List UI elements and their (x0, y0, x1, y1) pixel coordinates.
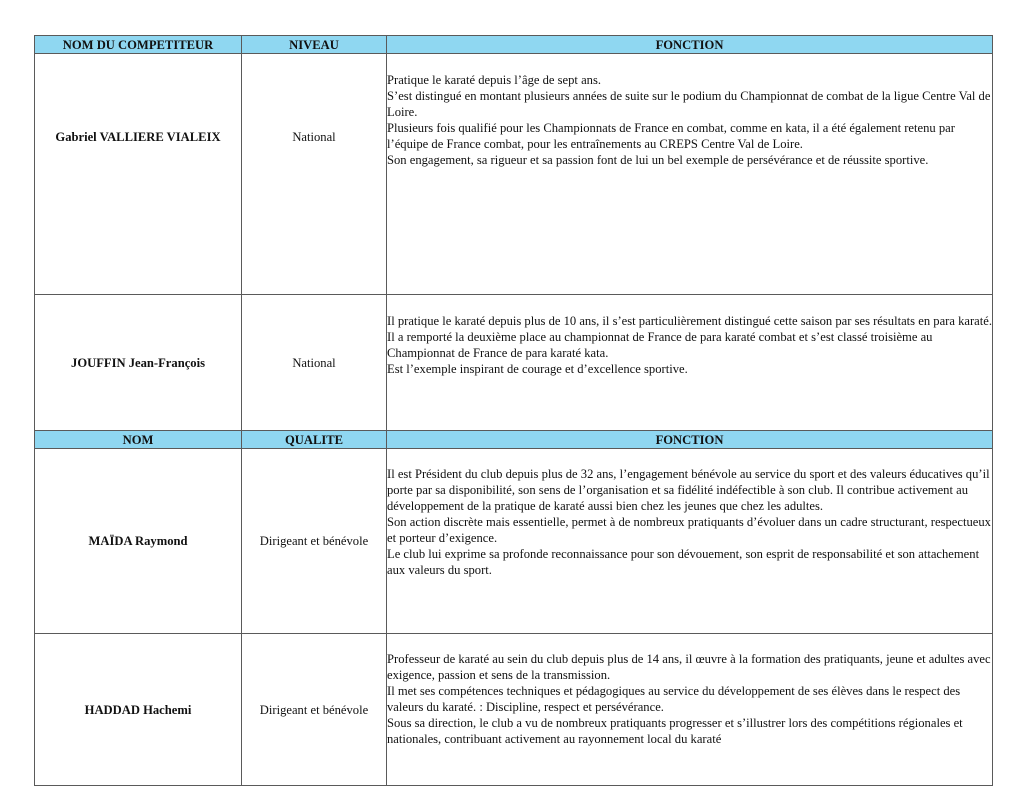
function-paragraph: Pratique le karaté depuis l’âge de sept ans. (387, 73, 602, 87)
header-quality: QUALITE (242, 431, 387, 449)
competitor-level: National (242, 54, 387, 295)
competitors-header-row (35, 36, 993, 54)
function-paragraph: Professeur de karaté au sein du club depuis plus de 14 ans, il œuvre à la formation des pratiquants, jeune et adultes avec exigence, passion et sens de la transmission. (387, 652, 991, 682)
header-name: NOM (35, 431, 242, 449)
header-function: FONCTION (387, 431, 993, 449)
volunteer-name: HADDAD Hachemi (35, 634, 242, 786)
volunteer-function (387, 634, 993, 786)
function-paragraph: Plusieurs fois qualifié pour les Championnats de France en combat, comme en kata, il a été également retenu par l’équipe de France combat, pour les entraînements au CREPS Centre Val de Loire. (387, 121, 955, 151)
volunteer-function (387, 449, 993, 634)
header-function: FONCTION (387, 36, 993, 54)
header-level: NIVEAU (242, 36, 387, 54)
function-paragraph: Il pratique le karaté depuis plus de 10 ans, il s’est particulièrement distingué cette saison par ses résultats en para karaté. (387, 314, 992, 328)
function-paragraph: Il est Président du club depuis plus de 32 ans, l’engagement bénévole au service du sport et des valeurs éducatives qu’il porte par sa disponibilité, son sens de l’organisation et sa fidélité indéfectible à son club. Il contribue activement au développement de la pratique de karaté aussi bien chez les jeunes que chez les adultes. (387, 467, 990, 513)
volunteer-quality: Dirigeant et bénévole (242, 634, 387, 786)
volunteers-header-row (35, 431, 993, 449)
competitor-function (387, 54, 993, 295)
function-paragraph: Son engagement, sa rigueur et sa passion font de lui un bel exemple de persévérance et de réussite sportive. (387, 153, 929, 167)
table-row (35, 449, 993, 634)
competitor-level: National (242, 295, 387, 431)
volunteer-quality: Dirigeant et bénévole (242, 449, 387, 634)
function-paragraph: S’est distingué en montant plusieurs années de suite sur le podium du Championnat de combat de la ligue Centre Val de Loire. (387, 89, 991, 119)
table-row (35, 634, 993, 786)
competitor-name: Gabriel VALLIERE VIALEIX (35, 54, 242, 295)
function-paragraph: Il a remporté la deuxième place au championnat de France de para karaté combat et s’est classé troisième au Championnat de France de para karaté kata. (387, 330, 933, 360)
awards-table (34, 35, 993, 786)
function-paragraph: Le club lui exprime sa profonde reconnaissance pour son dévouement, son esprit de responsabilité et son attachement aux valeurs du sport. (387, 547, 980, 577)
competitor-function (387, 295, 993, 431)
volunteer-name: MAÏDA Raymond (35, 449, 242, 634)
table-row (35, 54, 993, 295)
function-paragraph: Son action discrète mais essentielle, permet à de nombreux pratiquants d’évoluer dans un cadre structurant, respectueux et porteur d’exigence. (387, 515, 991, 545)
function-paragraph: Sous sa direction, le club a vu de nombreux pratiquants progresser et s’illustrer lors des compétitions régionales et nationales, contribuant activement au rayonnement local du karaté (387, 716, 963, 746)
header-competitor-name: NOM DU COMPETITEUR (35, 36, 242, 54)
competitor-name: JOUFFIN Jean-François (35, 295, 242, 431)
function-paragraph: Il met ses compétences techniques et pédagogiques au service du développement de ses élèves dans le respect des valeurs du karaté. : Discipline, respect et persévérance. (387, 684, 961, 714)
table-row (35, 295, 993, 431)
function-paragraph: Est l’exemple inspirant de courage et d’excellence sportive. (387, 362, 688, 376)
